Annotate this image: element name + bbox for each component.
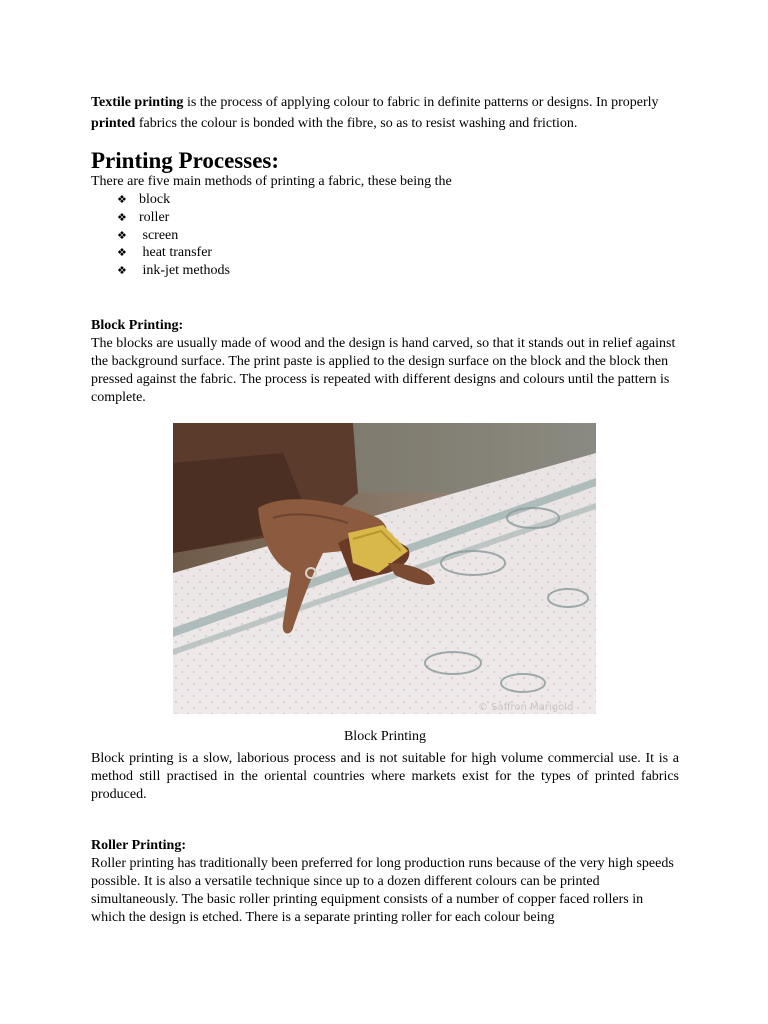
methods-list [117,191,230,280]
block-printing-section [91,317,679,407]
list-item [117,244,230,262]
intro-text-2: fabrics the colour is bonded with the fibre, so as to resist washing and friction. [135,116,578,131]
diamond-bullet-icon: ❖ [117,193,127,206]
printing-processes-heading: Printing Processes: [91,148,280,173]
block-printing-text: The blocks are usually made of wood and the design is hand carved, so that it stands out in relief against the background surface. The print paste is applied to the design surface on the block and the block then pressed against the fabric. The process is repeated with different designs and colours until the pattern is complete. [91,336,676,405]
photo-watermark: © Saffron Marigold [478,702,574,713]
list-item [117,191,230,209]
method-label: roller [139,209,170,225]
block-printing-photo [173,423,596,714]
diamond-bullet-icon: ❖ [117,246,127,260]
figure-caption: Block Printing [343,729,427,744]
list-item [117,227,230,245]
method-label: heat transfer [139,245,213,261]
method-label: ink-jet methods [139,263,230,279]
methods-lead-text: There are five main methods of printing a fabric, these being the [91,174,452,189]
intro-paragraph [91,92,679,134]
list-item [117,209,230,227]
block-printing-heading: Block Printing: [91,318,184,333]
diamond-bullet-icon: ❖ [117,264,127,278]
roller-printing-section [91,837,679,927]
method-label: block [139,192,171,207]
roller-printing-text: Roller printing has traditionally been preferred for long production runs because of the very high speeds possible. It is also a versatile technique since up to a dozen different colours can be printed simultaneously. The basic roller printing equipment consists of a number of copper faced rollers in which the design is etched. There is a separate printing roller for each colour being [91,856,674,925]
block-printing-paragraph-2: Block printing is a slow, laborious process and is not suitable for high volume commercial use. It is a method still practised in the oriental countries where markets exist for the types of printed fabrics produced. [91,751,679,802]
term-textile-printing: Textile printing [91,95,184,110]
diamond-bullet-icon: ❖ [117,228,127,242]
diamond-bullet-icon: ❖ [117,210,127,224]
method-label: screen [139,227,179,243]
intro-text-1: is the process of applying colour to fabric in definite patterns or designs. In properly [183,95,659,110]
term-printed: printed [91,116,136,131]
roller-printing-heading: Roller Printing: [91,838,187,853]
list-item [117,262,230,280]
